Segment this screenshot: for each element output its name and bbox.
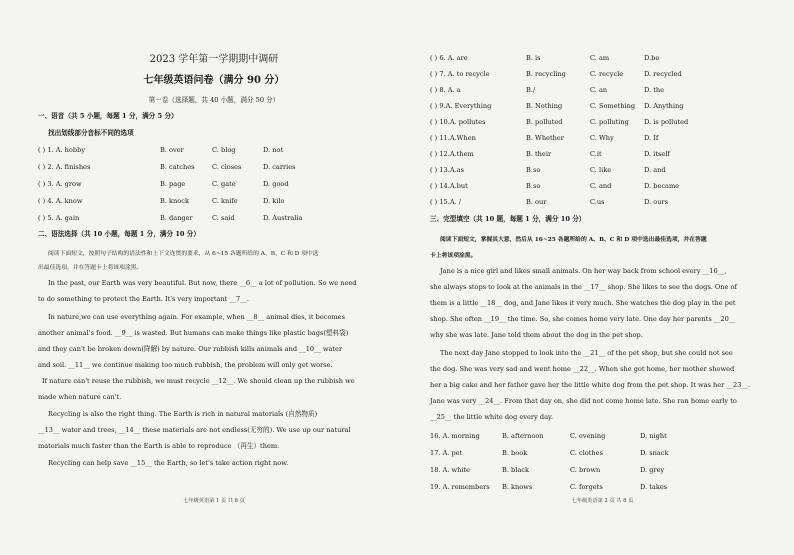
question-stem: ( ) 9.A. Everything <box>430 102 492 110</box>
question-stem: 18. A. white <box>430 466 471 474</box>
option-d: D. kilo <box>263 197 285 205</box>
question-stem: ( ) 2. A. finishes <box>38 163 91 171</box>
passage-line: why she was late. Jane told them about the dog in the pet shop. <box>430 331 643 339</box>
option-d: D. grey <box>640 466 665 474</box>
option-b: B. Whether <box>526 134 564 142</box>
option-c: C. gate <box>212 180 236 188</box>
option-c: C. clothes <box>570 449 603 457</box>
question-stem: ( ) 10.A. pollutes <box>430 118 486 126</box>
option-b: B. their <box>526 150 552 158</box>
option-c: C. Something <box>590 102 636 110</box>
option-b: B. Nothing <box>526 102 563 110</box>
question-stem: ( ) 15.A. / <box>430 198 461 206</box>
passage-line: Recycling can help save __15__ the Earth, so let's take action right now. <box>48 459 289 467</box>
option-b: B. polluted <box>526 118 563 126</box>
passage-line: In nature,we can use everything again. For example, when __8__ animal dies, it becomes <box>48 313 345 321</box>
option-d: D. is polluted <box>644 118 689 126</box>
passage-line: Jane was very __24__. From that day on, she did not come home late. She ran home early to <box>430 397 737 405</box>
option-d: D. takes <box>640 483 668 491</box>
option-d: D. ours <box>644 198 668 206</box>
page-footer: 七年级英语第 1 页 共 8 页 <box>183 498 245 504</box>
option-b: B. afternoon <box>502 432 544 440</box>
question-stem: ( ) 8. A. a <box>430 86 461 94</box>
section-3-heading: 三、完型填空（共 10 题，每题 1 分，满分 10 分） <box>430 215 586 223</box>
question-stem: ( ) 13.A.as <box>430 166 464 174</box>
passage-line: In the past, our Earth was very beautiful. But now, there __6__ a lot of pollution. So we need <box>48 279 357 287</box>
question-stem: ( ) 12.A.them <box>430 150 474 158</box>
question-stem: ( ) 3. A. grow <box>38 180 82 188</box>
question-stem: 16. A. morning <box>430 432 480 440</box>
option-c: C. like <box>590 166 612 174</box>
option-c: C.it <box>590 150 602 158</box>
passage-line: and soil. __11__ we continue making too much rubbish, the problem will only get worse. <box>38 361 333 369</box>
option-b: B. catches <box>160 163 195 171</box>
option-c: C. polluting <box>590 118 629 126</box>
option-b: B. knock <box>160 197 189 205</box>
passage-line: Recycling is also the right thing. The Earth is rich in natural materials (自然物质) <box>48 410 318 418</box>
option-d: D. the <box>644 86 665 94</box>
option-c: C.us <box>590 198 605 206</box>
option-b: B. over <box>160 146 184 154</box>
section-2-heading: 二、语法选择（共 10 小题，每题 1 分，满分 10 分） <box>38 230 200 238</box>
passage-line: If nature can't reuse the rubbish, we must recycle __12__. We should clean up the rubbish we <box>42 377 355 385</box>
page-footer: 七年级英语第 2 页 共 8 页 <box>571 498 634 504</box>
question-stem: ( ) 11.A.When <box>430 134 476 142</box>
option-b: B. black <box>502 466 529 474</box>
question-stem: ( ) 4. A. know <box>38 197 83 205</box>
section-3-instruction-line: 阅读下面短文，掌握其大意，然后从 16~25 各题所给的 A、B、C 和 D 项中选出最佳选项，并在答题 <box>440 237 707 243</box>
option-c: C. Why <box>590 134 614 142</box>
option-b: B. page <box>160 180 186 188</box>
option-c: C. recycle <box>590 70 624 78</box>
option-c: C. closes <box>212 163 242 171</box>
question-stem: ( ) 6. A. are <box>430 54 468 62</box>
option-d: D. If <box>644 134 659 142</box>
option-c: C. knife <box>212 197 238 205</box>
option-c: C. am <box>590 54 610 62</box>
question-stem: ( ) 7. A. to recycle <box>430 70 490 78</box>
option-c: C. forgets <box>570 483 603 491</box>
passage-line: made when nature can't. <box>38 393 122 401</box>
section-2-instruction-line: 阅读下面短文，按照句子结构的语法性和上下文连贯的要求，从 6~15 各题所给的 A、B、C 和 D 项中选 <box>48 251 319 257</box>
option-c: C. evening <box>570 432 606 440</box>
option-d: D. recycled <box>644 70 682 78</box>
option-d: D. carries <box>263 163 296 171</box>
option-d: D. Australia <box>263 214 303 222</box>
section-1-instruction: 找出划线部分音标不同的选项 <box>48 129 134 137</box>
option-b: B./ <box>526 86 536 94</box>
option-d: D. became <box>644 182 680 190</box>
exam-subtitle: 七年级英语问卷（满分 90 分） <box>143 75 285 86</box>
page-2 <box>430 0 775 555</box>
question-stem: 19. A. remembers <box>430 483 490 491</box>
option-b: B. our <box>526 198 547 206</box>
passage-line: them is a little __18__ dog, and Jane likes it very much. She watches the dog play in the pet <box>430 299 736 307</box>
option-b: B. book <box>502 449 528 457</box>
section-3-instruction-line: 卡上将该项涂黑。 <box>430 253 477 259</box>
passage-line: her a big cake and her father gave her the little white dog from the pet shop. It was her __23__. <box>430 381 751 389</box>
option-c: C. blog <box>212 146 236 154</box>
option-d: D. not <box>263 146 284 154</box>
option-b: B. recycling <box>526 70 566 78</box>
question-stem: 17. A. pet <box>430 449 463 457</box>
option-c: C. an <box>590 86 608 94</box>
option-d: D.be <box>644 54 660 62</box>
section-1-heading: 一、语音（共 5 小题，每题 1 分，满分 5 分） <box>38 112 178 120</box>
option-b: B. danger <box>160 214 193 222</box>
passage-line: and they can't be broken down(降解) by nature. Our rubbish kills animals and __10__ water <box>38 345 343 353</box>
passage-line: the dog. She was very sad and went home __22__. When she got home, her mother showed <box>430 365 735 373</box>
option-c: C. brown <box>570 466 601 474</box>
option-c: C. said <box>212 214 235 222</box>
option-b: B.so <box>526 166 541 174</box>
option-d: D. night <box>640 432 667 440</box>
question-stem: ( ) 5. A. gain <box>38 214 80 222</box>
exam-title: 2023 学年第一学期期中调研 <box>149 54 279 65</box>
option-d: D. good <box>263 180 289 188</box>
question-stem: ( ) 14.A.but <box>430 182 468 190</box>
part-heading: 第一卷（选择题，共 40 小题，满分 50 分） <box>148 96 280 104</box>
option-b: B. is <box>526 54 541 62</box>
question-stem: ( ) 1. A. hobby <box>38 146 86 154</box>
option-b: B.so <box>526 182 541 190</box>
option-d: D. Anything <box>644 102 684 110</box>
passage-line: materials much faster than the Earth is able to reproduce （再生）them. <box>38 442 280 450</box>
passage-line: __13__ water and trees, __14__ these materials are not endless(无穷的). We use up our natural <box>38 426 351 434</box>
option-d: D. snack <box>640 449 669 457</box>
passage-line: The next day Jane stopped to look into the __21__ of the pet shop, but she could not see <box>440 349 733 357</box>
section-2-instruction-line: 出最佳选项，并在答题卡上将该项涂黑。 <box>38 265 143 271</box>
page-1 <box>38 0 390 555</box>
passage-line: Jane is a nice girl and likes small animals. On her way back from school every __16__, <box>440 267 727 275</box>
option-c: C. and <box>590 182 612 190</box>
option-d: D. itself <box>644 150 670 158</box>
passage-line: to do something to protect the Earth. It's very important __7__. <box>38 295 249 303</box>
passage-line: __25__ the little white dog every day. <box>430 413 553 421</box>
option-b: B. knows <box>502 483 533 491</box>
passage-line: another animal's food. __9__ is wasted. But humans can make things like plastic bags(塑料袋) <box>38 329 349 337</box>
passage-line: shop. She often __19__ the time. So, she comes home very late. One day her parents __20__ <box>430 315 736 323</box>
passage-line: she always stops to look at the animals in the __17__ shop. She likes to see the dogs. One of <box>430 283 737 291</box>
option-d: D. and <box>644 166 666 174</box>
